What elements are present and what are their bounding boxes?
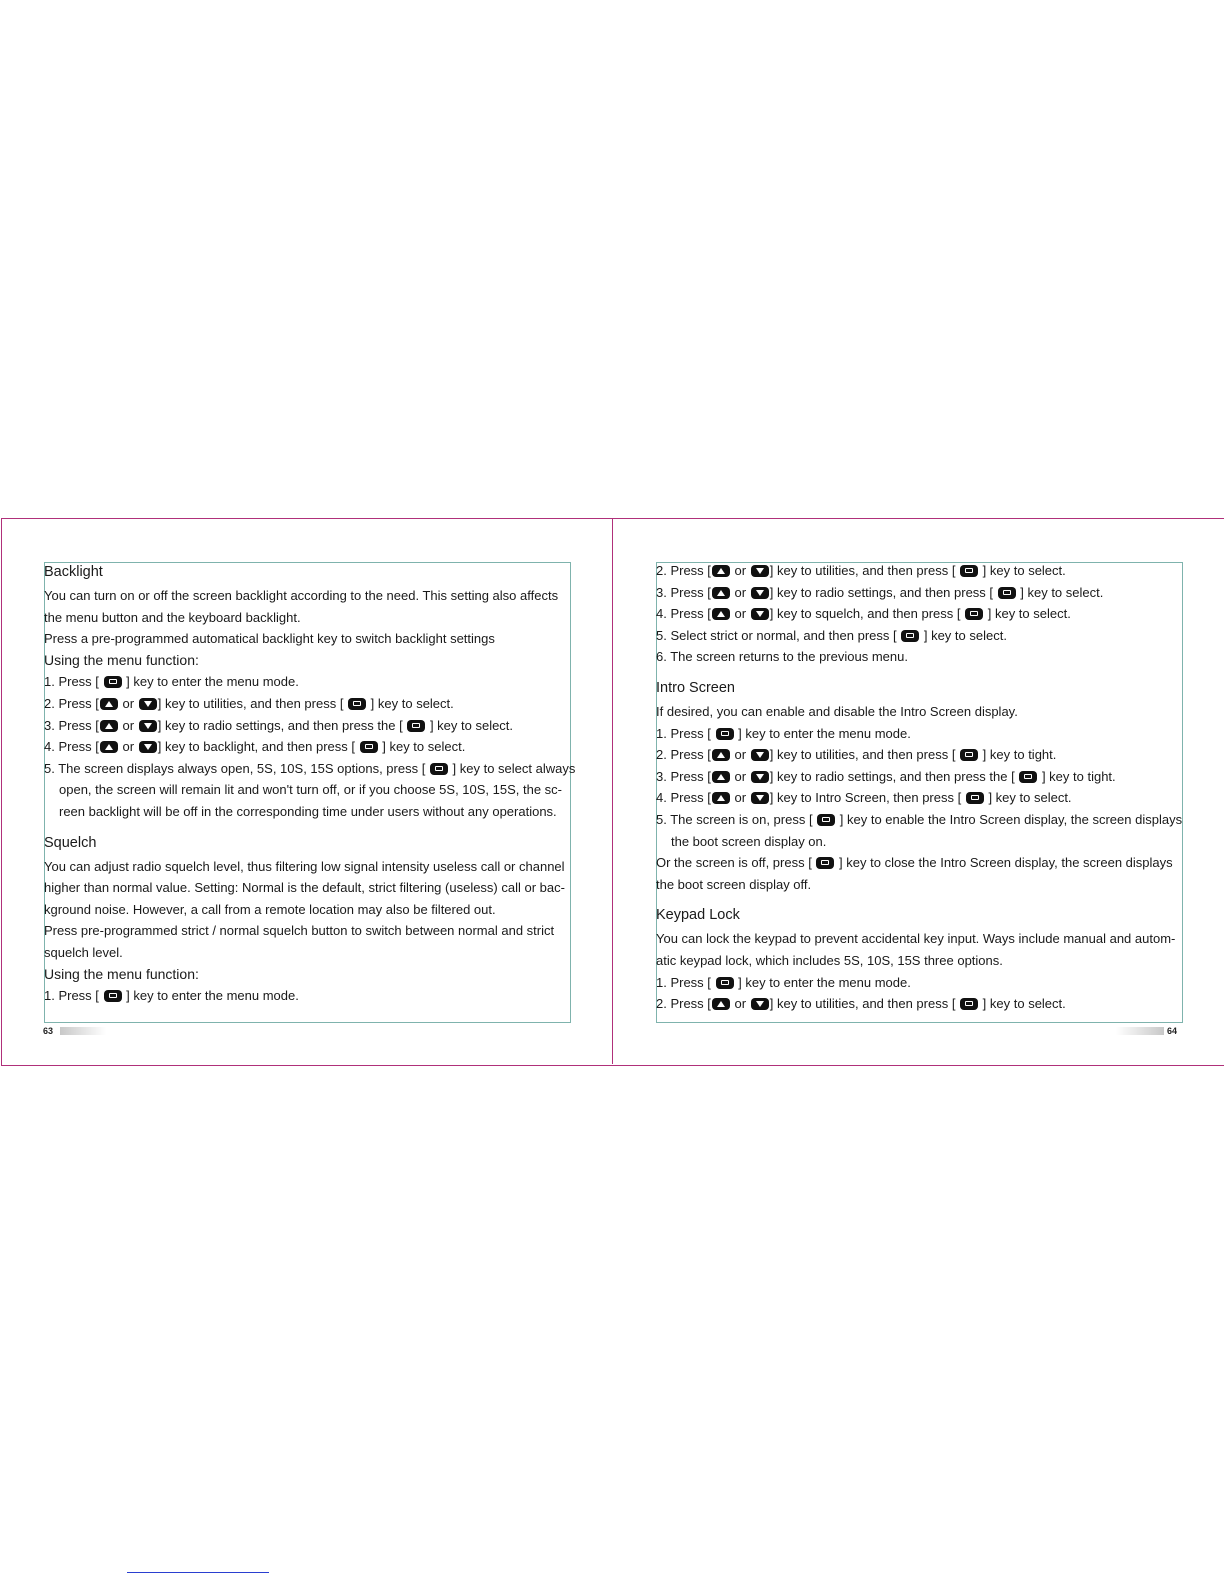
down-arrow-key-icon (139, 698, 157, 710)
intro-or-cont: the boot screen display off. (656, 876, 812, 892)
step-2: 2. Press [ or ] key to utilities, and then press [ ] key to select. (44, 695, 454, 711)
menu-key-icon (716, 728, 734, 740)
down-arrow-key-icon (751, 608, 769, 620)
up-arrow-key-icon (100, 720, 118, 732)
menu-key-icon (817, 814, 835, 826)
menu-key-icon (960, 998, 978, 1010)
step-5-cont: reen backlight will be off in the corresponding time under users without any operations. (59, 803, 557, 819)
up-arrow-key-icon (712, 792, 730, 804)
keypad-para: atic keypad lock, which includes 5S, 10S, 15S three options. (656, 952, 1003, 968)
using-menu-label: Using the menu function: (44, 965, 199, 982)
step-5: 5. Select strict or normal, and then press [ ] key to select. (656, 627, 1007, 643)
step-5: 5. The screen is on, press [ ] key to enable the Intro Screen display, the screen displays (656, 811, 1183, 827)
left-page-content (44, 560, 575, 1007)
step-2: 2. Press [ or ] key to utilities, and then press [ ] key to tight. (656, 747, 1057, 763)
down-arrow-key-icon (751, 565, 769, 577)
keypad-para: You can lock the keypad to prevent accidental key input. Ways include manual and autom- (656, 931, 1176, 947)
squelch-para: You can adjust radio squelch level, thus filtering low signal intensity useless call or channel (44, 858, 565, 874)
step-3: 3. Press [ or ] key to radio settings, and then press the [ ] key to select. (44, 717, 514, 733)
step-4: 4. Press [ or ] key to backlight, and then press [ ] key to select. (44, 739, 466, 755)
squelch-para: kground noise. However, a call from a remote location may also be filtered out. (44, 901, 496, 917)
step-2: 2. Press [ or ] key to utilities, and then press [ ] key to select. (656, 563, 1066, 578)
step-1: 1. Press [ ] key to enter the menu mode. (656, 725, 911, 741)
page-number-left: 63 (43, 1026, 54, 1036)
step-6: 6. The screen returns to the previous menu. (656, 649, 908, 665)
squelch-heading: Squelch (44, 834, 97, 851)
menu-key-icon (104, 676, 122, 688)
backlight-para: You can turn on or off the screen backlight according to the need. This setting also affects (44, 588, 559, 603)
squelch-para: higher than normal value. Setting: Normal is the default, strict filtering (useless) call or bac- (44, 880, 565, 896)
page-fold-divider (612, 518, 613, 1064)
up-arrow-key-icon (100, 741, 118, 753)
footer-gradient-bar (60, 1027, 106, 1035)
down-arrow-key-icon (139, 741, 157, 753)
up-arrow-key-icon (712, 587, 730, 599)
step-4: 4. Press [ or ] key to Intro Screen, then press [ ] key to select. (656, 790, 1072, 806)
menu-key-icon (348, 698, 366, 710)
intro-or-line: Or the screen is off, press [ ] key to close the Intro Screen display, the screen displays (656, 855, 1173, 871)
menu-key-icon (966, 792, 984, 804)
menu-key-icon (430, 763, 448, 775)
down-arrow-key-icon (751, 749, 769, 761)
intro-screen-heading: Intro Screen (656, 679, 735, 696)
link-underline[interactable] (127, 1572, 269, 1573)
up-arrow-key-icon (712, 608, 730, 620)
backlight-para: Press a pre-programmed automatical backlight key to switch backlight settings (44, 631, 495, 647)
using-menu-label: Using the menu function: (44, 651, 199, 668)
step-2: 2. Press [ or ] key to utilities, and then press [ ] key to select. (656, 996, 1066, 1012)
down-arrow-key-icon (751, 771, 769, 783)
menu-key-icon (1019, 771, 1037, 783)
menu-key-icon (104, 990, 122, 1002)
footer-gradient-bar (1116, 1027, 1164, 1035)
step-1: 1. Press [ ] key to enter the menu mode. (44, 674, 299, 690)
down-arrow-key-icon (751, 587, 769, 599)
step-5-cont: open, the screen will remain lit and won't turn off, or if you choose 5S, 10S, 15S, the sc- (59, 782, 563, 798)
step-3: 3. Press [ or ] key to radio settings, and then press [ ] key to select. (656, 584, 1104, 600)
menu-key-icon (816, 857, 834, 869)
step-4: 4. Press [ or ] key to squelch, and then press [ ] key to select. (656, 606, 1071, 622)
menu-key-icon (407, 720, 425, 732)
down-arrow-key-icon (751, 998, 769, 1010)
step-5: 5. The screen displays always open, 5S, 10S, 15S options, press [ ] key to select always (44, 760, 576, 776)
step-5-cont: the boot screen display on. (671, 833, 827, 849)
squelch-para: Press pre-programmed strict / normal squelch button to switch between normal and strict (44, 923, 555, 939)
menu-key-icon (960, 749, 978, 761)
down-arrow-key-icon (751, 792, 769, 804)
right-page-content (656, 560, 1182, 1015)
backlight-para: the menu button and the keyboard backlight. (44, 609, 301, 625)
up-arrow-key-icon (712, 998, 730, 1010)
squelch-para: squelch level. (44, 944, 123, 960)
up-arrow-key-icon (100, 698, 118, 710)
menu-key-icon (360, 741, 378, 753)
intro-para: If desired, you can enable and disable the Intro Screen display. (656, 703, 1018, 719)
down-arrow-key-icon (139, 720, 157, 732)
step-1: 1. Press [ ] key to enter the menu mode. (656, 974, 911, 990)
up-arrow-key-icon (712, 771, 730, 783)
menu-key-icon (901, 630, 919, 642)
up-arrow-key-icon (712, 565, 730, 577)
keypad-lock-heading: Keypad Lock (656, 907, 740, 924)
menu-key-icon (965, 608, 983, 620)
step-1: 1. Press [ ] key to enter the menu mode. (44, 988, 299, 1004)
backlight-heading: Backlight (44, 564, 103, 580)
page-number-right: 64 (1167, 1026, 1178, 1036)
step-3: 3. Press [ or ] key to radio settings, and then press the [ ] key to tight. (656, 768, 1116, 784)
menu-key-icon (960, 565, 978, 577)
menu-key-icon (998, 587, 1016, 599)
up-arrow-key-icon (712, 749, 730, 761)
menu-key-icon (716, 977, 734, 989)
